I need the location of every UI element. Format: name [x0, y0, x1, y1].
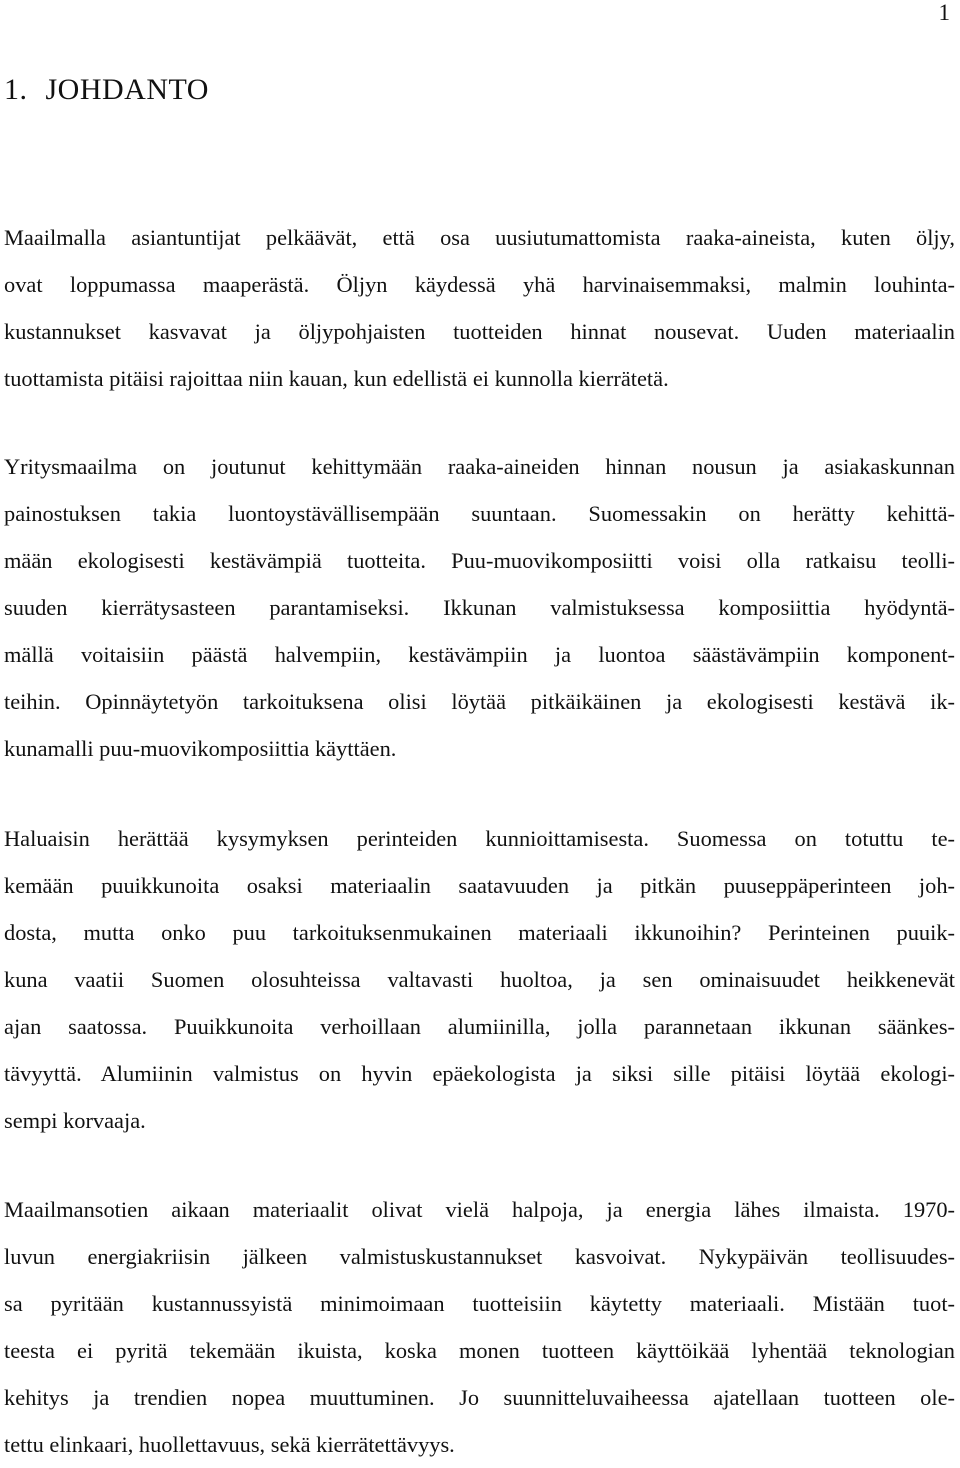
chapter-number: 1.	[4, 73, 28, 106]
paragraph-line: painostuksen takia luontoystävällisempään suuntaan. Suomessakin on herätty kehittä-	[4, 501, 955, 526]
chapter-title: JOHDANTO	[45, 73, 209, 106]
paragraph-line: mällä voitaisiin päästä halvempiin, kestävämpiin ja luontoa säästävämpiin komponent-	[4, 642, 955, 667]
paragraph-line: ajan saatossa. Puuikkunoita verhoillaan alumiinilla, jolla parannetaan ikkunan säänkes-	[4, 1014, 955, 1039]
paragraph-line: suuden kierrätysasteen parantamiseksi. Ikkunan valmistuksessa komposiittia hyödyntä-	[4, 595, 955, 620]
paragraph-line: mään ekologisesti kestävämpiä tuotteita. Puu-muovikomposiitti voisi olla ratkaisu teolli-	[4, 548, 955, 573]
paragraph-line: kustannukset kasvavat ja öljypohjaisten tuotteiden hinnat nousevat. Uuden materiaalin	[4, 319, 955, 344]
paragraph-line: sa pyritään kustannussyistä minimoimaan tuotteisiin käytetty materiaali. Mistään tuot-	[4, 1291, 955, 1316]
paragraph-line: luvun energiakriisin jälkeen valmistuskustannukset kasvoivat. Nykypäivän teollisuudes-	[4, 1244, 955, 1269]
paragraph-line: Maailmalla asiantuntijat pelkäävät, että osa uusiutumattomista raaka-aineista, kuten öljy,	[4, 225, 955, 250]
page-number: 1	[938, 0, 950, 25]
paragraph-tradition	[4, 815, 955, 1144]
paragraph-line: Yritysmaailma on joutunut kehittymään raaka-aineiden hinnan nousun ja asiakaskunnan	[4, 454, 955, 479]
paragraph-intro	[4, 214, 955, 402]
chapter-heading	[4, 72, 209, 108]
paragraph-line: kehitys ja trendien nopea muuttuminen. Jo suunnitteluvaiheessa ajatellaan tuotteen ole-	[4, 1385, 955, 1410]
paragraph-line: Maailmansotien aikaan materiaalit olivat vielä halpoja, ja energia lähes ilmaista. 1970-	[4, 1197, 955, 1222]
paragraph-history	[4, 1186, 955, 1468]
paragraph-line: tettu elinkaari, huollettavuus, sekä kierrätettävyys.	[4, 1432, 455, 1457]
paragraph-line: teesta ei pyritä tekemään ikuista, koska monen tuotteen käyttöikää lyhentää teknologian	[4, 1338, 955, 1363]
paragraph-line: tuottamista pitäisi rajoittaa niin kauan, kun edellistä ei kunnolla kierrätetä.	[4, 366, 669, 391]
paragraph-line: teihin. Opinnäytetyön tarkoituksena olisi löytää pitkäikäinen ja ekologisesti kestävä ik-	[4, 689, 955, 714]
paragraph-line: sempi korvaaja.	[4, 1108, 146, 1133]
paragraph-business	[4, 443, 955, 772]
paragraph-line: Haluaisin herättää kysymyksen perinteiden kunnioittamisesta. Suomessa on totuttu te-	[4, 826, 955, 851]
paragraph-line: ovat loppumassa maaperästä. Öljyn käydessä yhä harvinaisemmaksi, malmin louhinta-	[4, 272, 955, 297]
paragraph-line: kemään puuikkunoita osaksi materiaalin saatavuuden ja pitkän puuseppäperinteen joh-	[4, 873, 955, 898]
paragraph-line: kuna vaatii Suomen olosuhteissa valtavasti huoltoa, ja sen ominaisuudet heikkenevät	[4, 967, 955, 992]
paragraph-line: kunamalli puu-muovikomposiittia käyttäen.	[4, 736, 397, 761]
paragraph-line: tävyyttä. Alumiinin valmistus on hyvin epäekologista ja siksi sille pitäisi löytää ekologi-	[4, 1061, 955, 1086]
paragraph-line: dosta, mutta onko puu tarkoituksenmukainen materiaali ikkunoihin? Perinteinen puuik-	[4, 920, 955, 945]
